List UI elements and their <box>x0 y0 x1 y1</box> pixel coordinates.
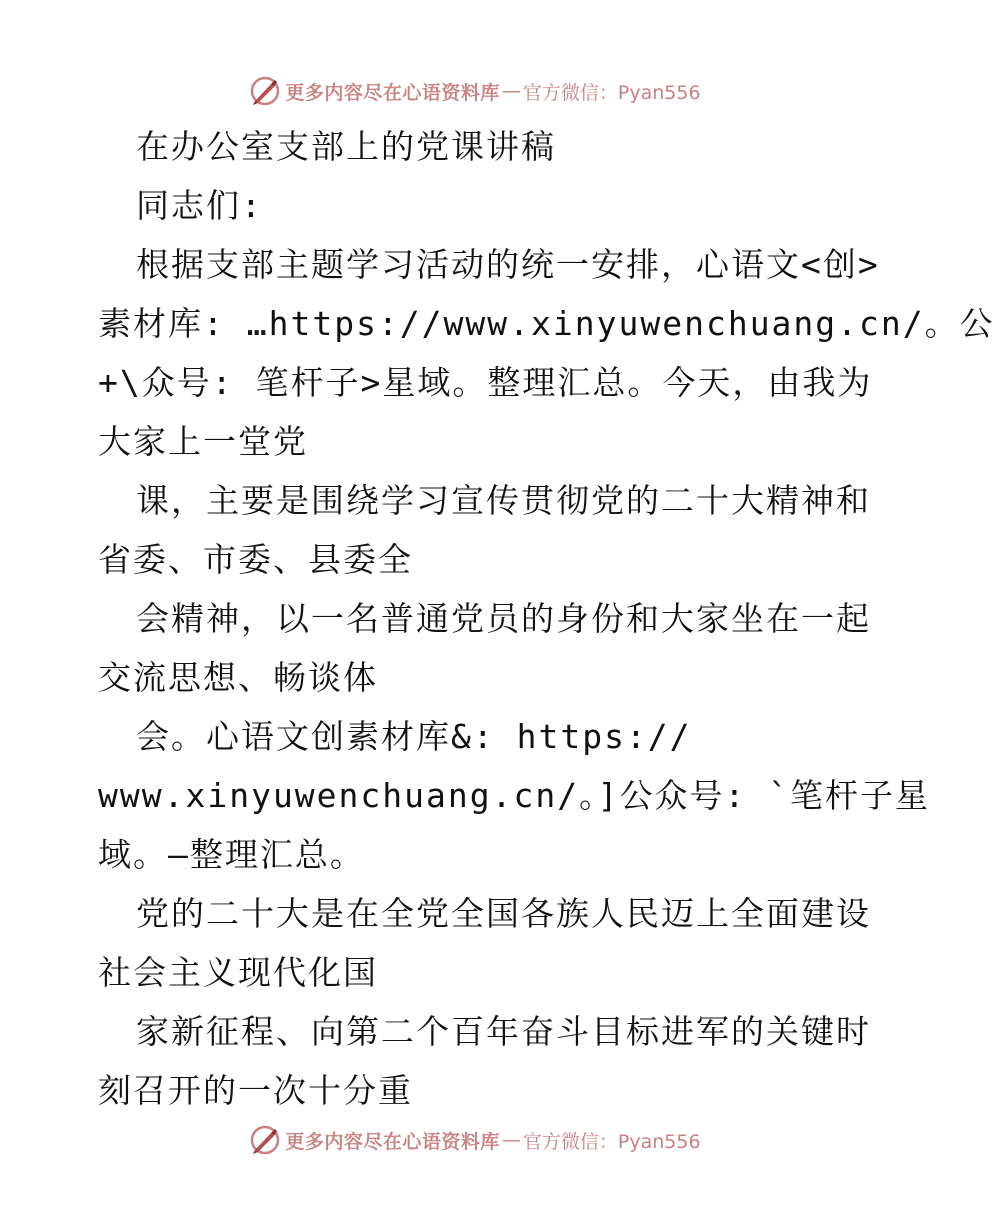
text-line: www.xinyuwenchuang.cn/。]公众号: `笔杆子星 <box>98 776 931 815</box>
document-body <box>98 117 995 1120</box>
header-brand-text: 更多内容尽在心语资料库 <box>285 81 500 104</box>
text-line: 素材库: …https://www.xinyuwenchuang.cn/。公 <box>98 304 995 343</box>
text-line: 社会主义现代化国 <box>98 953 378 992</box>
text-line: 会精神，以一名普通党员的身份和大家坐在一起 <box>136 599 871 638</box>
text-line: 课，主要是围绕学习宣传贯彻党的二十大精神和 <box>136 481 871 520</box>
pen-logo-icon <box>249 75 281 107</box>
footer-separator: — <box>501 1129 521 1151</box>
pen-logo-icon <box>249 1124 281 1156</box>
document-title: 在办公室支部上的党课讲稿 <box>136 127 556 166</box>
footer-brand-text: 更多内容尽在心语资料库 <box>285 1130 500 1153</box>
footer-wechat-text: 官方微信：Pyan556 <box>522 1130 701 1153</box>
text-line: 会。心语文创素材库&: https:// <box>136 717 692 756</box>
text-line: 交流思想、畅谈体 <box>98 658 378 697</box>
text-line: +\众号: 笔杆子>星域。整理汇总。今天，由我为 <box>98 363 873 402</box>
header-separator: — <box>501 80 521 102</box>
text-line: 根据支部主题学习活动的统一安排，心语文<创> <box>136 245 880 284</box>
text-line: 大家上一堂党 <box>98 422 308 461</box>
footer-watermark <box>0 1120 950 1160</box>
salutation: 同志们: <box>136 186 263 225</box>
header-watermark <box>0 71 950 111</box>
text-line: 刻召开的一次十分重 <box>98 1071 413 1110</box>
text-line: 省委、市委、县委全 <box>98 540 413 579</box>
text-line: 域。—整理汇总。 <box>98 835 365 874</box>
text-line: 党的二十大是在全党全国各族人民迈上全面建设 <box>136 894 871 933</box>
text-line: 家新征程、向第二个百年奋斗目标进军的关键时 <box>136 1012 871 1051</box>
header-wechat-text: 官方微信：Pyan556 <box>522 81 701 104</box>
